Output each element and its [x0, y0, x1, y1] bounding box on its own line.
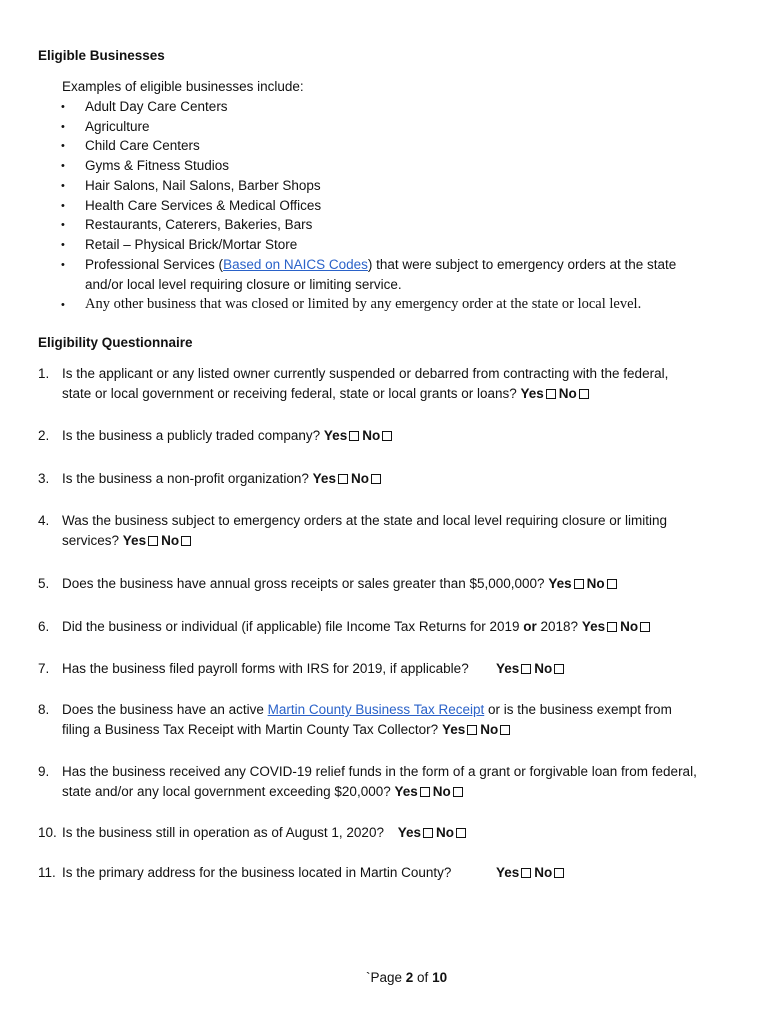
eligible-intro: Examples of eligible businesses include: [62, 79, 304, 94]
eligible-businesses-heading: Eligible Businesses [38, 48, 165, 63]
q1-no-checkbox[interactable] [579, 389, 589, 399]
q5-no-checkbox[interactable] [607, 579, 617, 589]
q2-no-checkbox[interactable] [382, 431, 392, 441]
q10-no-checkbox[interactable] [456, 828, 466, 838]
q2-yes-checkbox[interactable] [349, 431, 359, 441]
q9-no-checkbox[interactable] [453, 787, 463, 797]
q6-yes-checkbox[interactable] [607, 622, 617, 632]
q1-yes-checkbox[interactable] [546, 389, 556, 399]
naics-codes-link[interactable]: Based on NAICS Codes [223, 257, 368, 272]
professional-line2: and/or local level requiring closure or limiting service. [85, 277, 402, 292]
q4-no-checkbox[interactable] [181, 536, 191, 546]
q8-no-checkbox[interactable] [500, 725, 510, 735]
business-tax-receipt-link[interactable]: Martin County Business Tax Receipt [267, 702, 485, 717]
q7-no-checkbox[interactable] [554, 664, 564, 674]
q9-yes-checkbox[interactable] [420, 787, 430, 797]
q11-no-checkbox[interactable] [554, 868, 564, 878]
q10-yes-checkbox[interactable] [423, 828, 433, 838]
q6-no-checkbox[interactable] [640, 622, 650, 632]
q3-yes-checkbox[interactable] [338, 474, 348, 484]
q7-yes-checkbox[interactable] [521, 664, 531, 674]
page-footer: `Page 2 of 10 [366, 970, 448, 985]
q5-yes-checkbox[interactable] [574, 579, 584, 589]
q8-yes-checkbox[interactable] [467, 725, 477, 735]
q11-yes-checkbox[interactable] [521, 868, 531, 878]
q3-no-checkbox[interactable] [371, 474, 381, 484]
questionnaire-heading: Eligibility Questionnaire [38, 335, 193, 350]
q4-yes-checkbox[interactable] [148, 536, 158, 546]
